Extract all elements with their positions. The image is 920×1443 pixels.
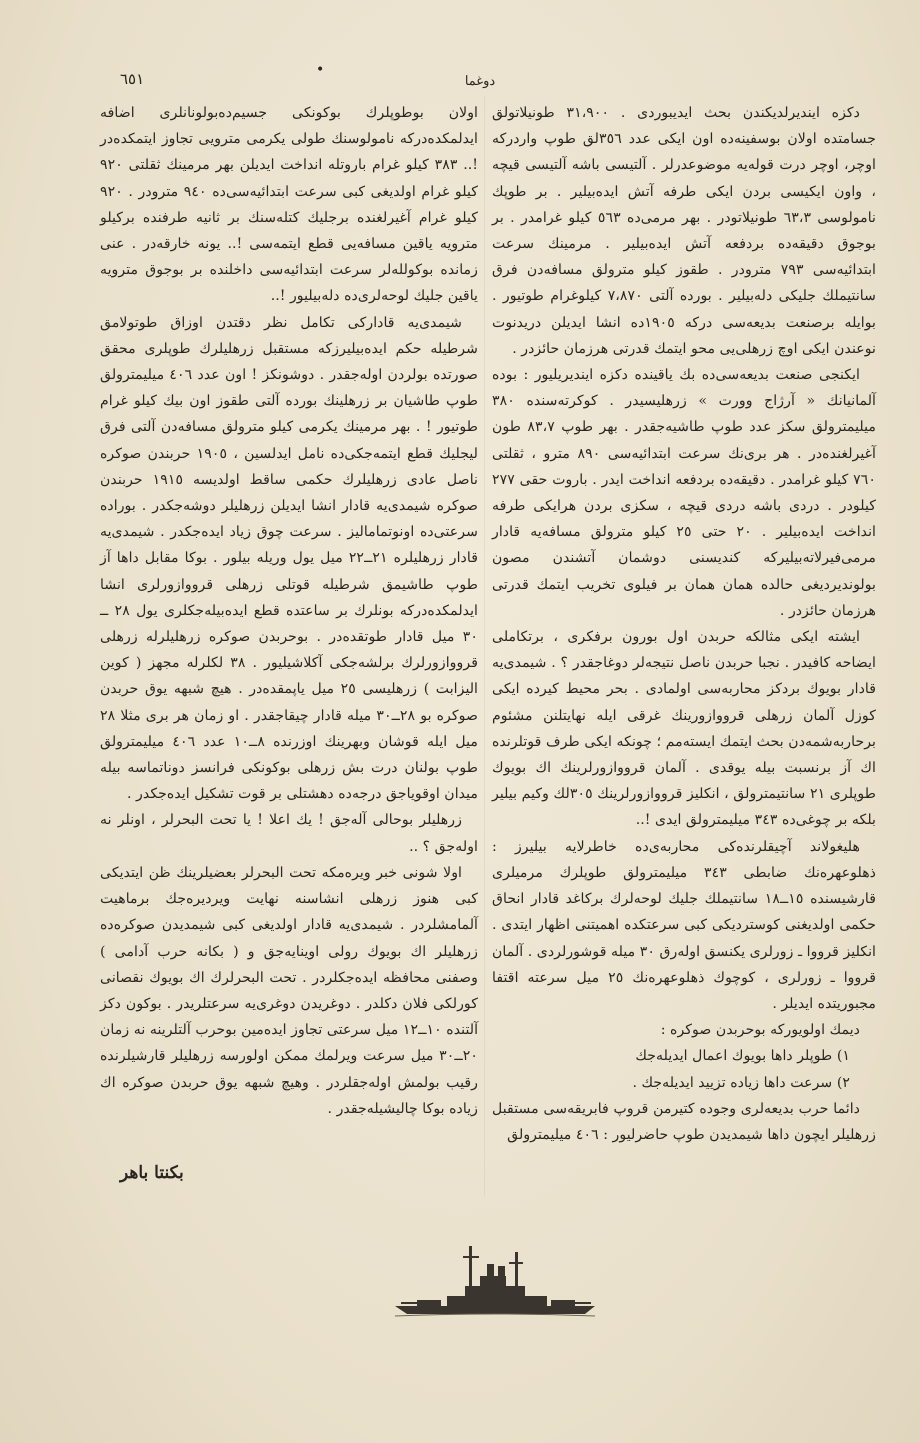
running-head: دوغما: [464, 74, 496, 89]
left-column: [100, 100, 478, 1122]
paragraph: شیمدی‌یه قادارکی تكامل نظر دقتدن اوزاق طوتولامق شرطیله حكم ایده‌بیلیرزكه مستقبل زرهلیلرك طوپلری محقق صورتده بولردن اوله‌جقدر . دوشونكز ! اون عدد ٤٠٦ میلیمترولق طوپ طاشیان بر زرهلینك بورده آلتی طقوز اون بیك كیلو غرام طوتیور ! . بهر مرمینك یكرمی كیلو مترولق مسافه‌دن آلتی فرق لیجلیك قطع ایتمه‌جكی‌ده نامل ایدلسین ، ١٩٠٥ حربندن صوكره ناصل عادی زرهلیلرك حكمی ساقط اولدیسه ١٩١٥ حربندن صوكره شیمدی‌یه قادار انشا ایدیلن زرهلیلر دوشه‌جكدر . بوراده سرعتی‌ده اونوتمامالیز . سرعت چوق زیاد ایده‌جكدر . شیمدی‌یه قادار زرهلیلره ٢١ــ٢٢ میل یول وریله بیلور . بوكا مقابل داها آز طوپ طاشیمق شرطیله قوتلی زرهلی قرووازورلری انشا ایدلمكده‌دركه بونلرك بر ساعتده قطع ایده‌بیله‌جكلری یول ٢٨ ــ ٣٠ میل قادار طوتقده‌در . بوحربدن صوكره زرهلیلرله زرهلی قرووازورلرك برلشه‌جكی آكلاشیلیور . ٣٨ لكلرله مجهز ( كوین الیزابت ) زرهلیسی ٢٥ میل یاپمقده‌در . هیچ شبهه یوق حربدن صوكره بو ٢٨ــ٣٠ میله قادار چیقاجقدر . او زمان هر بری مثلا ٢٨ میل ایله قوشان وبهرینك اوزرنده ٨ــ١٠ عدد ٤٠٦ میلیمترولق طوپ بولنان درت بش زرهلی بوكونكی فرانسز دوناتماسه بیله میدان اوقویاجق درجه‌ده دهشتلی بر قوت تشكیل ایده‌جكدر .: [100, 314, 479, 803]
paragraph: هلیغولاند آچیقلرنده‌كی محاربه‌ی‌ده خاطرلایه بیلیرز : ذهلوعهره‌نك ضابطی ٣٤٣ میلیمترولق طوپلرك مرمیلری قارشیسنده ١٥ــ١٨ سانتیملك جلیك لوحه‌لرك بركاغد قادار انحاق حكمی اولدیغنی كوستردیكی كبی سرعتكده اهمیتنی اظهار ایتدی . انكلیز قرووا ـ زورلری یكنسق اوله‌رق ٣٠ میله قوشورلردی . آلمان قرووا ـ زورلری ، كوچوك ذهلوعهره‌نك ٢٥ میل سرعته اقتفا مجبوریتده ایدیلر .: [492, 838, 877, 1012]
right-column: [492, 100, 876, 1148]
paragraph: دكزه ایندیرلدیكندن بحث ایدیبوردی . ٣١،٩٠٠ طونیلاتولق جسامتده اولان بوسفینه‌ده اون ایكی عدد ٣٥٦لق طوپ واردركه اوچر، اوچر درت قوله‌یه موضوعدرلر . آلتیسی باشه آلتیسی قیچه ، واون ایكیسی بردن ایكی طرفه آتش ایده‌بیلیر . بر طوپك نامولوسی ٦٣،٣ طونیلاتودر . بهر مرمی‌ده ٥٦٣ كیلو غرامدر . بر بوجوق دقیقه‌ده بردفعه آتش ایده‌بیلیر . مرمینك سرعت ابتدائیه‌سی ٧٩٣ مترو‌در . طقوز كیلو مترولق مسافه‌دن فرق سانتیملك جلیكی دله‌بیلیر . بورده آلتی ٧،٨٧٠ كیلوغرام طوتیور . بوایله برصنعت بدیعه‌سی دركه ١٩٠٥ده انشا ایدیلن دریدنوت نوعندن ایكی اوچ زرهلی‌یی محو ایتمك قدرتی هرزمان حائزدر .: [492, 105, 877, 357]
paragraph: زرهلیلر بوحالی آله‌جق ! یك اعلا ! یا تحت البحرلر ، اونلر نه اوله‌جق ؟ ..: [100, 812, 478, 855]
paragraph: دیمك اولویوركه بوحربدن صوكره :: [660, 1022, 860, 1039]
paragraph: ایكنجی صنعت بدیعه‌سی‌ده بك یاقینده دكزه ایندیریلیور : بوده آلمانیانك « آرژاج وورت » زرهلیسیدر . كوكرته‌سنده ٣٨٠ میلیمترولق سكز عدد طوپ طاشیه‌جقدر . بهر طوپ ٨٣،٧ طون آغیرلغنده‌در . هر بری‌نك سرعت ابتدائیه‌سی ٨٩٠ مترو ، ثقلتی ٧٦٠ كیلو غرامدر . دقیقه‌ده بردفعه انداخت ایدر . باروت حقی ٢٧٧ كیلودر . دردی باشه دردی قیچه ، سكزی بردن هرایكی طرفه انداخت ایده‌بیلیر . ٢٠ حتی ٢٥ كیلو مترولق مسافه‌یه قادار مرمی‌فیرلاته‌بیلیركه كندیسنی دوشمان آتشندن مصون بولوندیردیغی حالده همان همان بر فیلوی تخریب ایتمك قدرتی هرزمان حائزدر .: [492, 367, 876, 619]
list-item: ١) طوپلر داها بویوك اعمال ایدیله‌جك: [635, 1048, 850, 1065]
column-gutter: [484, 96, 485, 1196]
ornament-dot: •: [316, 62, 325, 78]
paragraph: ایشته ایكی مثالكه حربدن اول بورون برفكری ، برتكاملی ایضاحه كافیدر . نجبا حربدن ناصل نتیجه‌لر دوغاجقدر ؟ . شیمدی‌یه قادار بویوك بردكز محاربه‌سی اولمادی . بحر محیط كیرده ایكی كوزل آلمان زرهلی قرووازورینك غرقی ایله نهایتلنن مشئوم برحاربه‌شمه‌دن بحث ایتمك ایسته‌مم ؛ چونكه ایكی طرف قوتلرنده اك آز برنسبت بیله یوقدی . آلمان قرووازورلرینك اك بویوك طوپلری ٢١ سانتیمترولق ، انكلیز قرووازورلرینك ٣٠٥لك وكیم بیلیر بلكه بر چوغی‌ده ٣٤٣ میلیمترولق ایدی !..: [492, 629, 876, 829]
paragraph: دائما حرب بدیعه‌لری وجوده كتیرمن قروپ فابریقه‌سی مستقبل زرهلیلر ایچون داها شیمدیدن طوپ حاضرلیور : ٤٠٦ میلیمترولق: [492, 1100, 876, 1143]
author-signature: بكنتا باهر: [120, 1163, 184, 1183]
paragraph: اولان بوطوپلرك بوكونكی جسیم‌ده‌بولونانلری اضافه ایدلمكده‌دركه نامولوسنك طولی یكرمی مترویی تجاوز ایتمكده‌در !.. ٣٨٣ كیلو غرام باروتله انداخت ایدیلن بهر مرمینك ثقلتی ٩٢٠ كیلو غرام اولدیغی كبی سرعت ابتدائیه‌سی‌ده ٩٤٠ مترودر . ٩٢٠ كیلو غرام آغیرلغنده برجلیك كتله‌سنك بر ثانیه طرفنده بركیلو مترویه یاقین مسافه‌یی قطع ایتمه‌سی !.. یونه خارقه‌در . عنی زمانده بوكولله‌لر سرعت ابتدائیه‌سی داخلنده بر بوجوق مترویه یاقین جلیك لوحه‌لری‌ده دله‌بیلیور !..: [100, 105, 479, 305]
page-number: ٦٥١: [120, 70, 145, 88]
list-item: ٢) سرعت داها زیاده تزیید ایدیله‌جك .: [632, 1074, 850, 1091]
battleship-silhouette-icon: [395, 1240, 595, 1320]
paragraph: اولا شونی خبر ویره‌مكه تحت البحرلر بعضیلرینك ظن ایتدیكی كبی هنوز زرهلی انشاسنه نهایت ویردیره‌جك برماهیت آلمامشلردر . شیمدی‌یه قادار اولدیغی كبی شیمدیدن صوكره‌ده زرهلیلر اك بویوك رولی اوینایه‌جق و ( بكانه حرب آدامی ) وصفنی محافظه ایده‌جكلردر . تحت البحرلرك اك بویوك نقصانی كورلكی فلان دكلدر . دوغریدن دوغری‌یه سرعتلریدر . بوكون دكز آلتنده ١٠ــ١٢ میل سرعتی تجاوز ایده‌مین بوحرب آلتلرینه نه زمان ٢٠ــ٣٠ میل سرعت ویرلمك ممكن اولورسه زرهلیلر قارشیلرنده رقیب بولمش اوله‌جقلردر . وهیچ شبهه یوق حربدن صوكره اك زیاده بوكا چالیشیله‌جقدر .: [100, 864, 479, 1117]
